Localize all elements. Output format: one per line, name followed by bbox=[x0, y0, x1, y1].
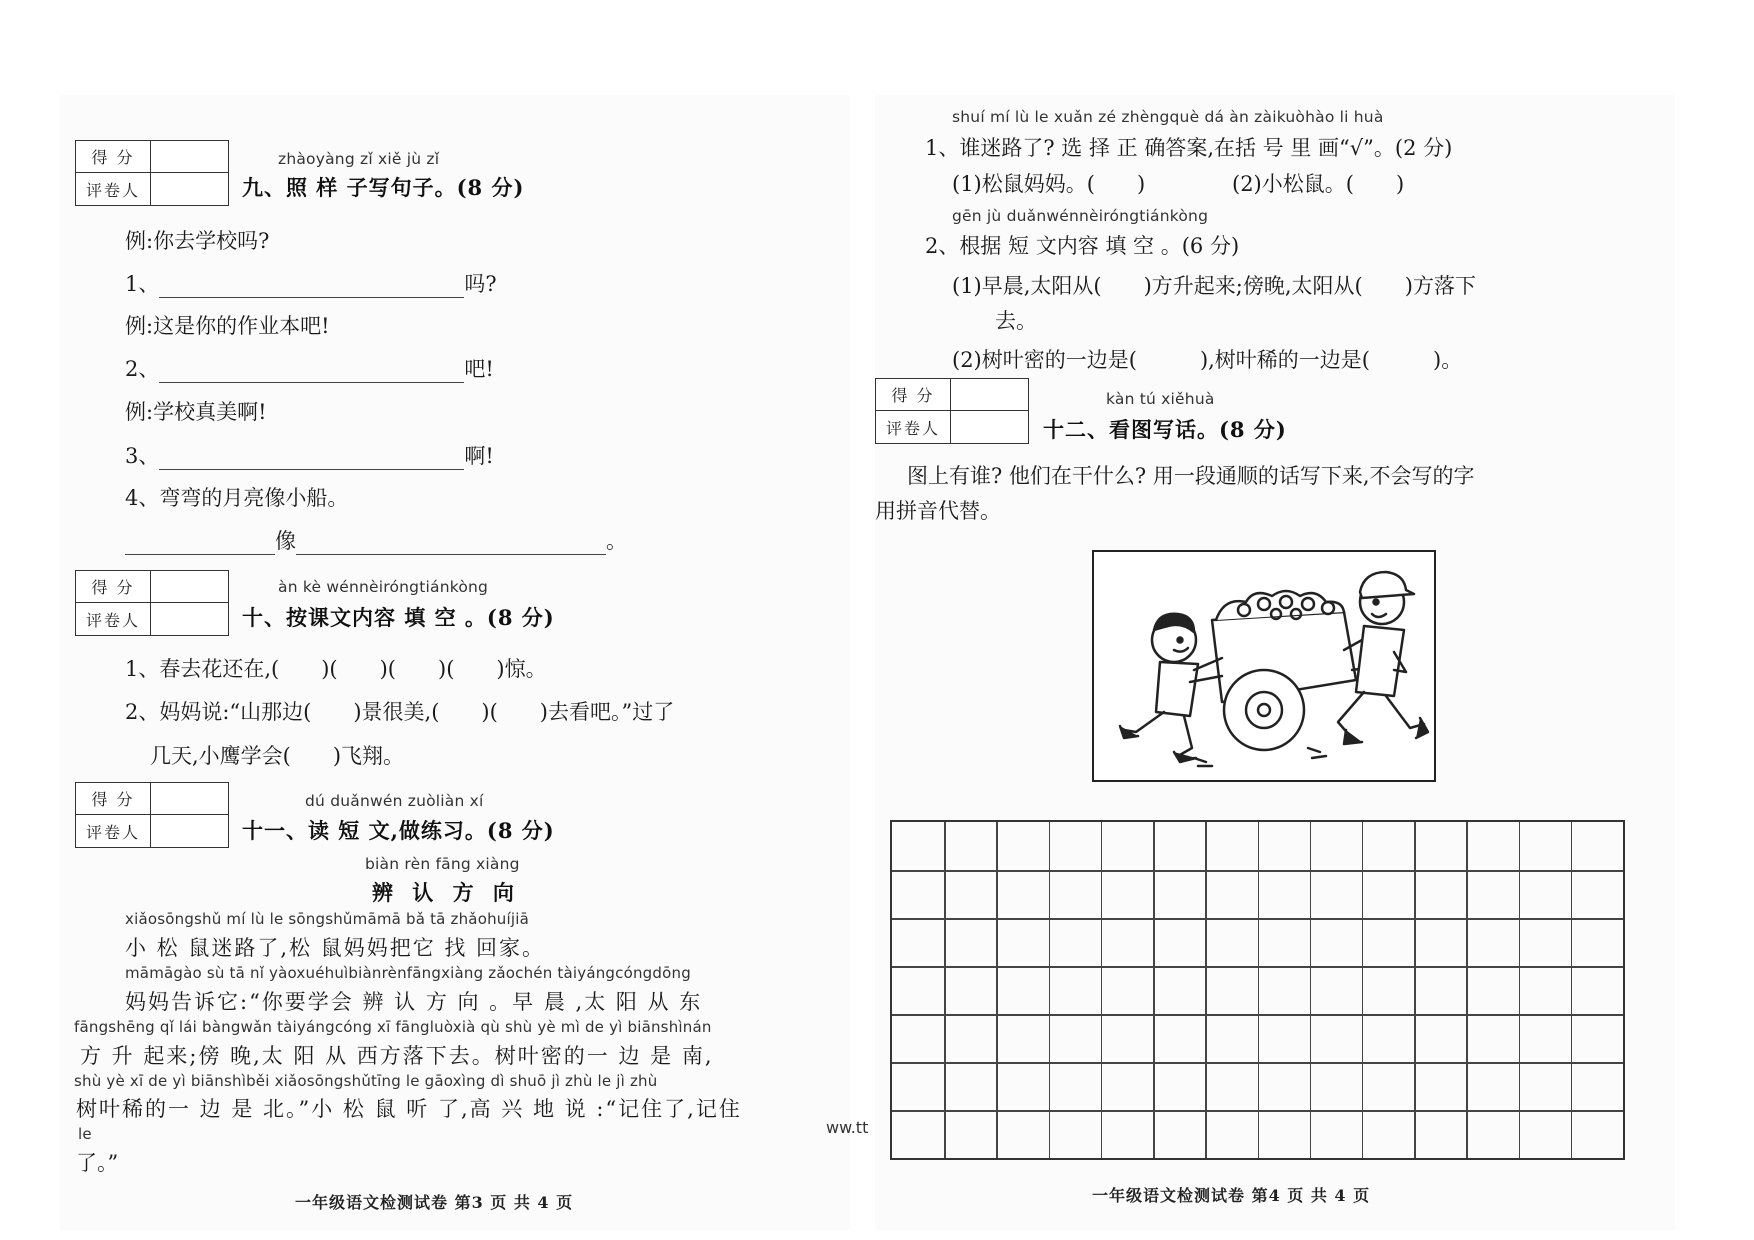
question-10-1: 1、春去花还在,( )( )( )( )惊。 bbox=[125, 657, 547, 681]
watermark-text: ww.tt bbox=[826, 1118, 869, 1137]
grid-column-line bbox=[1153, 822, 1155, 1158]
section-9-pinyin: zhàoyàng zǐ xiě jù zǐ bbox=[278, 150, 440, 168]
grid-column-line bbox=[1101, 822, 1103, 1158]
grid-column-line bbox=[996, 822, 998, 1158]
illustration-boys-pushing-cart bbox=[1092, 550, 1436, 782]
story-line-1-pinyin: xiǎosōngshǔ mí lù le sōngshǔmāmā bǎ tā zhǎohuíjiā bbox=[125, 910, 529, 928]
q11-1-text: 1、谁迷路了? 选 择 正 确答案,在括 号 里 画“√”。(2 分) bbox=[925, 136, 1453, 160]
question-9-2 bbox=[125, 353, 494, 383]
grid-column-line bbox=[1414, 822, 1416, 1158]
writing-grid[interactable] bbox=[890, 820, 1625, 1160]
grader-value-cell bbox=[151, 603, 228, 635]
q11-1-option-a: (1)松鼠妈妈。( ) bbox=[952, 172, 1146, 196]
grid-row-line bbox=[892, 870, 1623, 872]
q11-2-text: 2、根据 短 文内容 填 空 。(6 分) bbox=[925, 234, 1240, 258]
question-9-4: 4、弯弯的月亮像小船。 bbox=[125, 486, 349, 510]
score-label: 得 分 bbox=[76, 571, 151, 603]
q-number: 1、 bbox=[125, 272, 160, 296]
footer-page-3: 一年级语文检测试卷 第3 页 共 4 页 bbox=[295, 1193, 574, 1212]
score-box-section-9 bbox=[75, 140, 229, 206]
story-line-2: 妈妈告诉它:“你要学会 辨 认 方 向 。早 晨 ,太 阳 从 东 bbox=[125, 990, 703, 1014]
question-10-2-line2: 几天,小鹰学会( )飞翔。 bbox=[150, 744, 405, 768]
section-11-pinyin: dú duǎnwén zuòliàn xí bbox=[305, 792, 484, 810]
score-value-cell bbox=[151, 783, 228, 815]
score-box-section-10 bbox=[75, 570, 229, 636]
q-mid: 像 bbox=[275, 529, 296, 553]
q11-2-a-line2: 去。 bbox=[995, 309, 1037, 333]
answer-blank[interactable] bbox=[159, 449, 464, 470]
grid-column-line bbox=[944, 822, 946, 1158]
q11-1-pinyin: shuí mí lù le xuǎn zé zhèngquè dá àn zàikuòhào li huà bbox=[952, 108, 1384, 126]
question-9-1 bbox=[125, 268, 497, 298]
example-2: 例:这是你的作业本吧! bbox=[125, 314, 330, 338]
q-suffix: 吧! bbox=[464, 357, 494, 381]
story-line-3: 方 升 起来;傍 晚,太 阳 从 西方落下去。树叶密的一 边 是 南, bbox=[80, 1044, 714, 1068]
question-9-3 bbox=[125, 440, 494, 470]
answer-blank[interactable] bbox=[296, 534, 606, 555]
story-line-1: 小 松 鼠迷路了,松 鼠妈妈把它 找 回家。 bbox=[125, 936, 546, 960]
q-number: 2、 bbox=[125, 357, 160, 381]
answer-blank[interactable] bbox=[159, 362, 464, 383]
grader-label: 评卷人 bbox=[76, 173, 151, 205]
grid-row-line bbox=[892, 918, 1623, 920]
section-12-pinyin: kàn tú xiěhuà bbox=[1106, 390, 1215, 408]
q-number: 3、 bbox=[125, 444, 160, 468]
q11-2-a-line1: (1)早晨,太阳从( )方升起来;傍晚,太阳从( )方落下 bbox=[952, 274, 1476, 298]
score-value-cell bbox=[151, 571, 228, 603]
grader-label: 评卷人 bbox=[76, 815, 151, 847]
q-suffix: 啊! bbox=[464, 444, 494, 468]
grader-value-cell bbox=[151, 173, 228, 205]
q11-2-pinyin: gēn jù duǎnwénnèiróngtiánkòng bbox=[952, 207, 1209, 225]
story-line-5: 了。” bbox=[76, 1151, 119, 1175]
grid-row-line bbox=[892, 1110, 1623, 1112]
story-line-5-pinyin: le bbox=[78, 1125, 92, 1143]
section-11-title: 十一、读 短 文,做练习。(8 分) bbox=[242, 818, 555, 843]
question-9-4-answer bbox=[125, 525, 627, 555]
example-1: 例:你去学校吗? bbox=[125, 229, 270, 253]
grid-row-line bbox=[892, 1014, 1623, 1016]
score-box-section-12 bbox=[875, 378, 1029, 444]
grid-row-line bbox=[892, 966, 1623, 968]
q-suffix: 吗? bbox=[464, 272, 497, 296]
story-title-pinyin: biàn rèn fāng xiàng bbox=[365, 855, 520, 873]
score-value-cell bbox=[151, 141, 228, 173]
grid-column-line bbox=[1258, 822, 1260, 1158]
story-line-4-pinyin: shù yè xī de yì biānshìběi xiǎosōngshǔtīng le gāoxìng dì shuō jì zhù le jì zhù bbox=[74, 1072, 658, 1090]
score-label: 得 分 bbox=[76, 783, 151, 815]
section-12-prompt-line1: 图上有谁? 他们在干什么? 用一段通顺的话写下来,不会写的字 bbox=[907, 464, 1475, 488]
answer-blank[interactable] bbox=[125, 534, 275, 555]
grid-column-line bbox=[1466, 822, 1468, 1158]
section-12-prompt-line2: 用拼音代替。 bbox=[875, 499, 1001, 523]
q11-1-option-b: (2)小松鼠。( ) bbox=[1232, 172, 1405, 196]
score-label: 得 分 bbox=[876, 379, 951, 411]
story-line-3-pinyin: fāngshēng qǐ lái bàngwǎn tàiyángcóng xī fāngluòxià qù shù yè mì de yì biānshìnán bbox=[74, 1018, 712, 1036]
section-12-title: 十二、看图写话。(8 分) bbox=[1043, 417, 1287, 442]
question-10-2-line1: 2、妈妈说:“山那边( )景很美,( )( )去看吧。”过了 bbox=[125, 700, 675, 724]
story-line-4: 树叶稀的一 边 是 北。”小 松 鼠 听 了,高 兴 地 说 :“记住了,记住 bbox=[76, 1097, 742, 1121]
grid-column-line bbox=[1362, 822, 1364, 1158]
footer-page-4: 一年级语文检测试卷 第4 页 共 4 页 bbox=[1092, 1186, 1371, 1205]
cart-drawing bbox=[1094, 552, 1434, 780]
q-end: 。 bbox=[606, 529, 627, 553]
grid-column-line bbox=[1049, 822, 1051, 1158]
grader-label: 评卷人 bbox=[76, 603, 151, 635]
story-title: 辨 认 方 向 bbox=[372, 880, 520, 905]
section-10-pinyin: àn kè wénnèiróngtiánkòng bbox=[278, 578, 489, 596]
section-9-title: 九、照 样 子写句子。(8 分) bbox=[242, 175, 525, 200]
grader-label: 评卷人 bbox=[876, 411, 951, 443]
grid-column-line bbox=[1205, 822, 1207, 1158]
score-box-section-11 bbox=[75, 782, 229, 848]
story-line-2-pinyin: māmāgào sù tā nǐ yàoxuéhuìbiànrènfāngxiàng zǎochén tàiyángcóngdōng bbox=[125, 964, 691, 982]
grid-row-line bbox=[892, 1062, 1623, 1064]
section-10-title: 十、按课文内容 填 空 。(8 分) bbox=[242, 605, 555, 630]
score-label: 得 分 bbox=[76, 141, 151, 173]
q11-2-b: (2)树叶密的一边是( ),树叶稀的一边是( )。 bbox=[952, 348, 1463, 372]
grid-column-line bbox=[1571, 822, 1573, 1158]
example-3: 例:学校真美啊! bbox=[125, 400, 267, 424]
answer-blank[interactable] bbox=[159, 277, 464, 298]
grid-column-line bbox=[1519, 822, 1521, 1158]
grader-value-cell bbox=[151, 815, 228, 847]
grader-value-cell bbox=[951, 411, 1028, 443]
score-value-cell bbox=[951, 379, 1028, 411]
grid-column-line bbox=[1310, 822, 1312, 1158]
